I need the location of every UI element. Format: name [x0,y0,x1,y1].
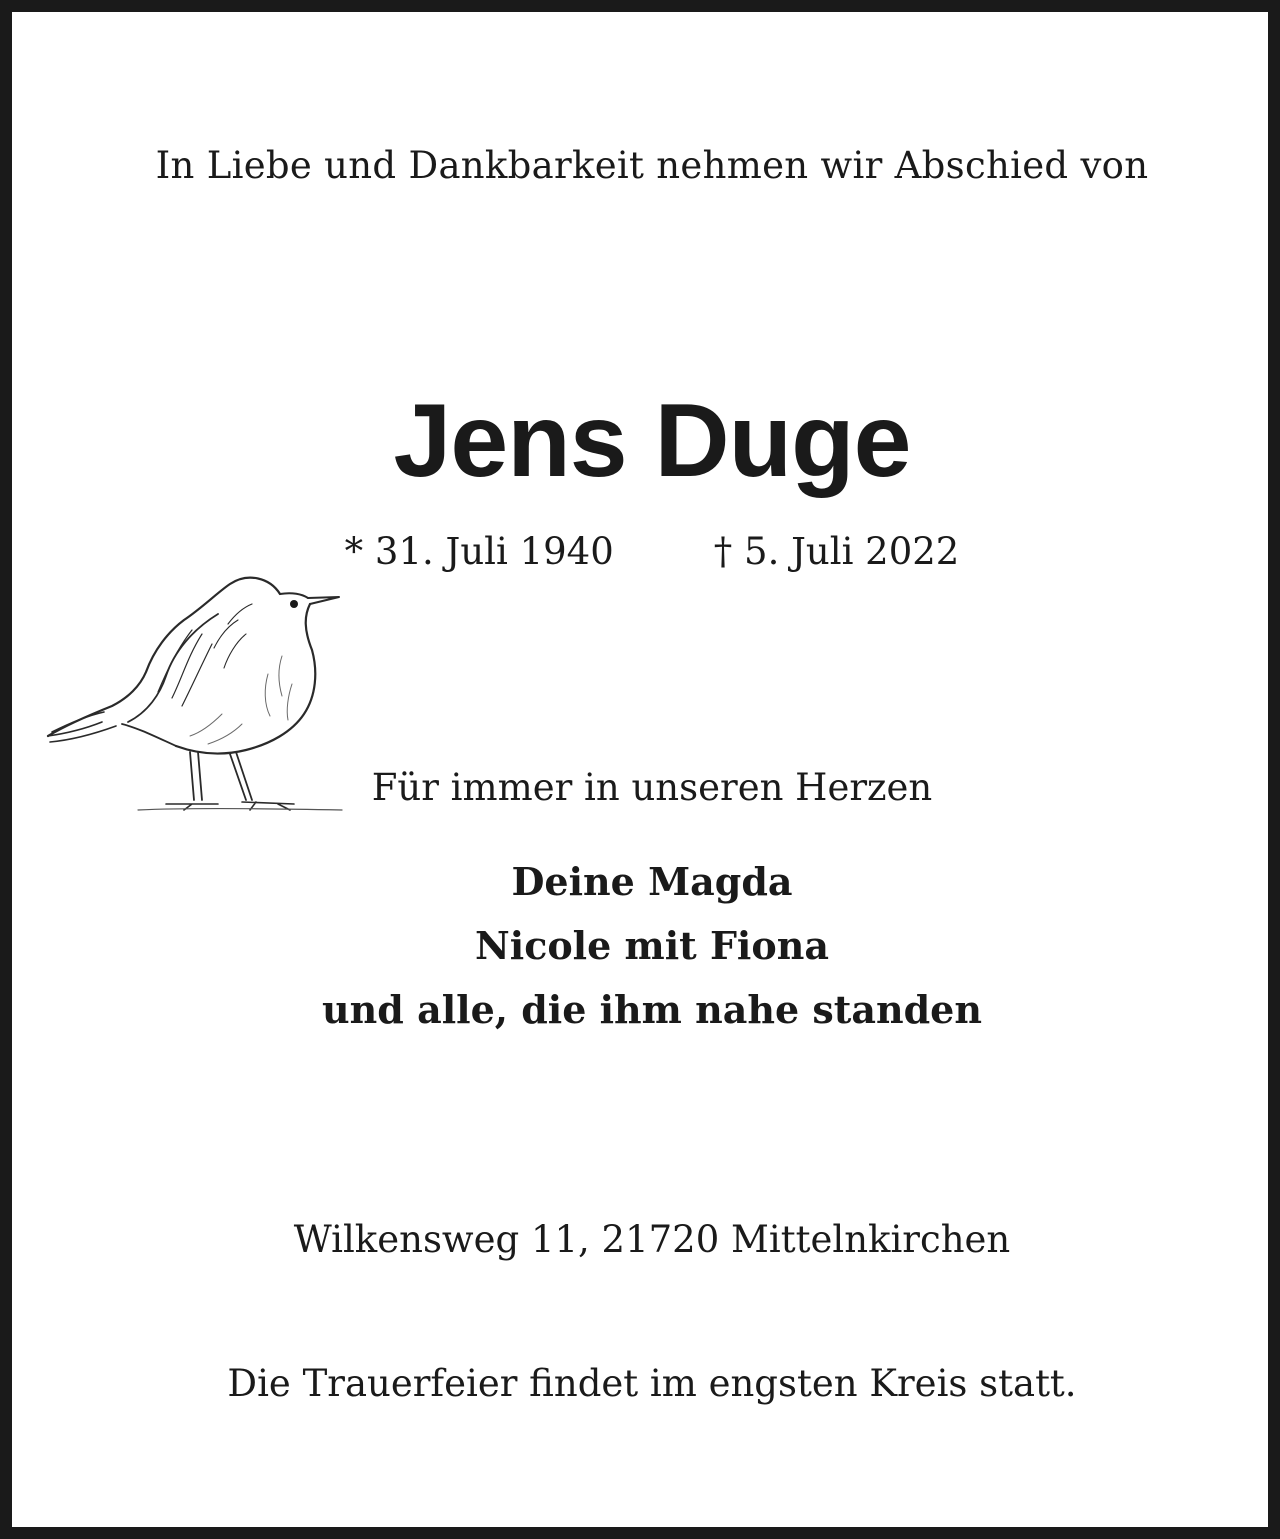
mourner-line: Deine Magda [511,859,793,904]
death-date: † 5. Juli 2022 [713,530,960,573]
intro-text: In Liebe und Dankbarkeit nehmen wir Abschied von [155,144,1149,187]
mourner-line: und alle, die ihm nahe standen [322,987,982,1032]
address-text: Wilkensweg 11, 21720 Mittelnkirchen [293,1218,1011,1261]
mourner-line: Nicole mit Fiona [475,923,829,968]
mourners-list [12,850,1280,1042]
deceased-name: Jens Duge [393,383,911,499]
birth-date: * 31. Juli 1940 [344,530,614,573]
motto-text: Für immer in unseren Herzen [371,766,933,809]
ceremony-text: Die Trauerfeier findet im engsten Kreis statt. [227,1362,1077,1405]
